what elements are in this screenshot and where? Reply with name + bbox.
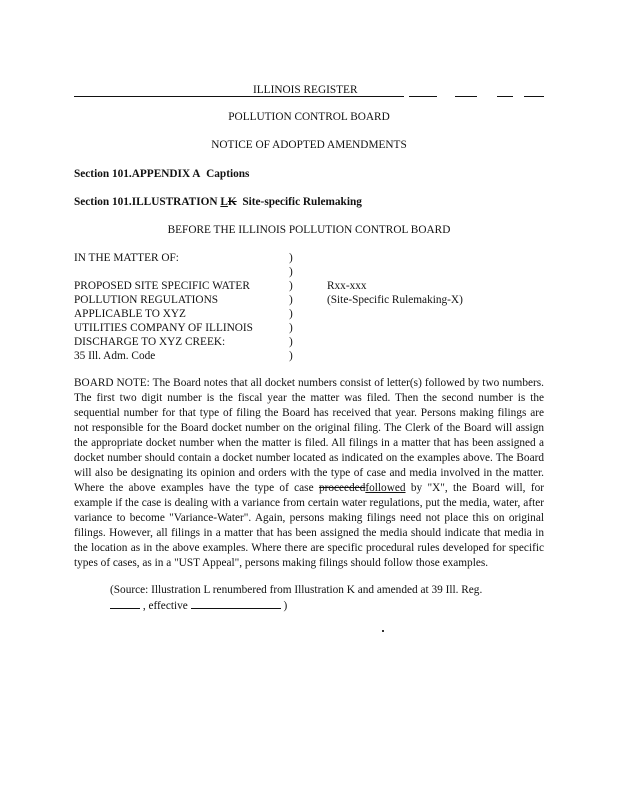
caption-paren: ) — [289, 336, 293, 348]
reg-blank — [110, 598, 140, 609]
deleted-word: proceeded — [318, 482, 366, 494]
caption-line: DISCHARGE TO XYZ CREEK: — [74, 336, 226, 348]
inserted-letter: L — [220, 196, 228, 208]
docket-type: (Site-Specific Rulemaking-X) — [327, 294, 463, 306]
docket-number: Rxx-xxx — [327, 280, 367, 292]
section-illustration-prefix: Section 101.ILLUSTRATION — [74, 196, 221, 208]
caption-paren: ) — [289, 294, 293, 306]
source-line-1: (Source: Illustration L renumbered from Illustration K and amended at 39 Ill. Reg. — [110, 584, 483, 596]
caption-paren: ) — [289, 280, 293, 292]
caption-line: POLLUTION REGULATIONS — [74, 294, 219, 306]
section-illustration-label: Site-specific Rulemaking — [242, 196, 362, 208]
inserted-word: followed — [365, 482, 406, 494]
header-rule-blank-1 — [409, 96, 437, 97]
section-appendix-prefix: Section 101.APPENDIX A — [74, 168, 201, 180]
board-note-paragraph — [74, 376, 544, 571]
stray-mark — [382, 630, 384, 632]
section-illustration-heading — [74, 196, 362, 208]
source-effective: , effective — [142, 600, 188, 612]
source-close-paren: ) — [283, 600, 288, 612]
agency-title: POLLUTION CONTROL BOARD — [228, 111, 390, 123]
deleted-letter: K — [227, 196, 237, 208]
section-appendix-heading — [74, 168, 249, 180]
header-rule-blank-3 — [497, 96, 513, 97]
notice-title: NOTICE OF ADOPTED AMENDMENTS — [211, 139, 407, 151]
effective-date-blank — [191, 598, 281, 609]
header-rule-blank-2 — [455, 96, 477, 97]
caption-paren: ) — [289, 308, 293, 320]
before-board-title: BEFORE THE ILLINOIS POLLUTION CONTROL BOARD — [167, 224, 451, 236]
header-rule-blank-4 — [524, 96, 544, 97]
board-note-text-2: by "X", the Board will, for example if the case is dealing with a variance from certain water regulations, put the media, water, after variance to become "Variance-Water". Again, persons making filings need not place this on original filings. However, all filings in a matter that has been assigned the media should indicate that media in the location as in the above examples. Where there are specific procedural rules developed for specific types of cases, as in a "UST Appeal", persons making filings should follow those examples. — [74, 482, 544, 569]
caption-paren: ) — [289, 322, 293, 334]
caption-line: IN THE MATTER OF: — [74, 252, 179, 264]
caption-line: APPLICABLE TO XYZ — [74, 308, 186, 320]
section-appendix-label: Captions — [206, 168, 250, 180]
caption-paren: ) — [289, 266, 293, 278]
register-title: ILLINOIS REGISTER — [253, 84, 358, 96]
header-rule-main — [74, 96, 404, 97]
caption-line: 35 Ill. Adm. Code — [74, 350, 156, 362]
caption-line: PROPOSED SITE SPECIFIC WATER — [74, 280, 250, 292]
caption-line: UTILITIES COMPANY OF ILLINOIS — [74, 322, 253, 334]
board-note-text-1: BOARD NOTE: The Board notes that all docket numbers consist of letter(s) followed by two numbers. The first two digit number is the fiscal year the matter was filed. Then the second number is the sequential number for that type of filing the Board has received that year. Persons making filings are not responsible for the Board docket number on the original filing. The Clerk of the Board will assign the appropriate docket number when the matter is filed. All filings in a matter that has been assigned a docket number should contain a docket number located as indicated on the examples above. The Board will also be designating its opinion and orders with the type of case and media involved in the matter. Where the above examples have the type of case — [74, 377, 544, 494]
caption-paren: ) — [289, 252, 293, 264]
source-line-2 — [110, 598, 287, 612]
caption-paren: ) — [289, 350, 293, 362]
